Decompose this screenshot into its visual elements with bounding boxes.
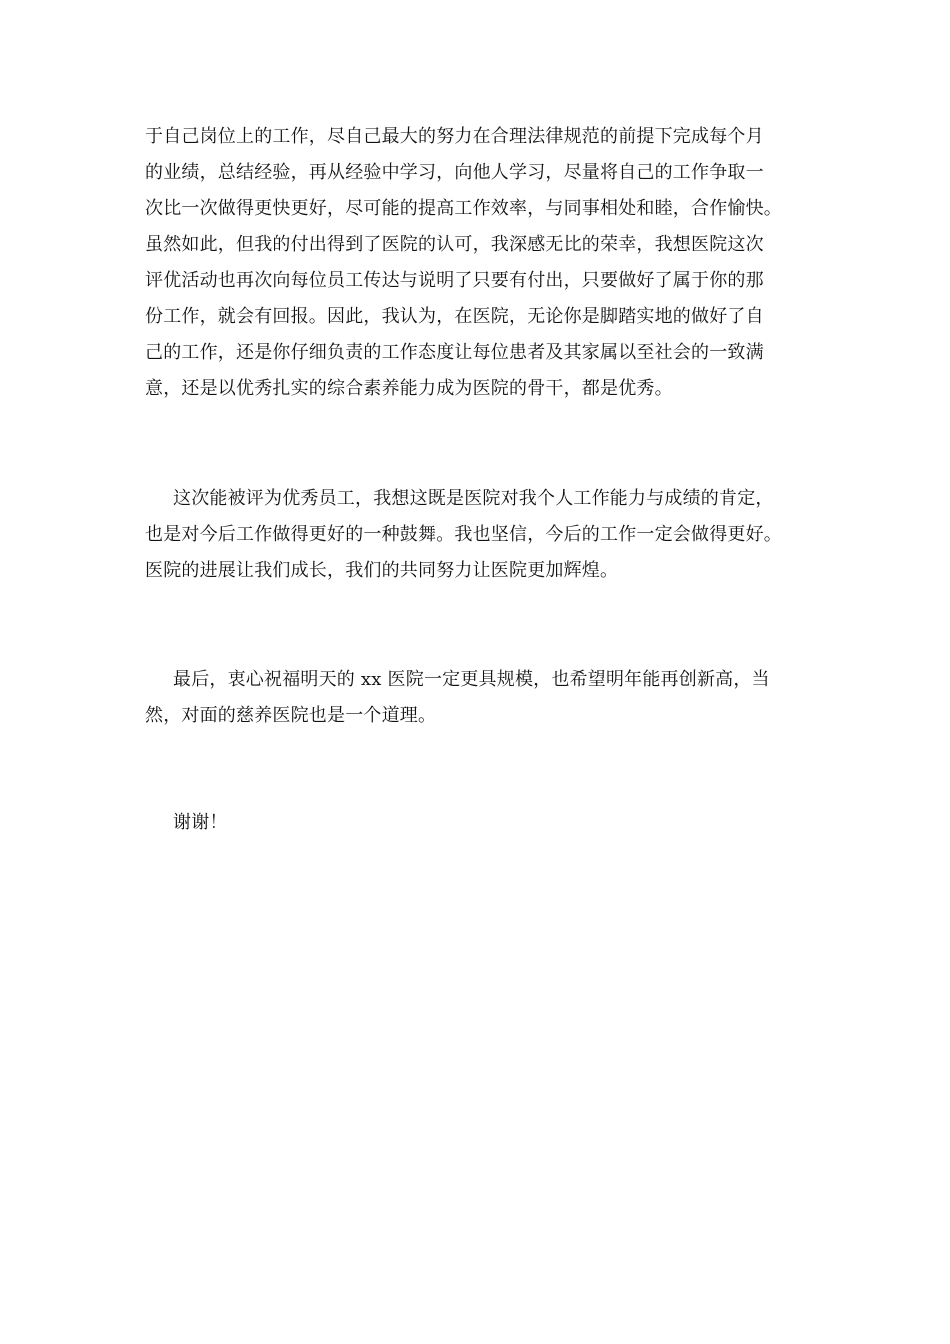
paragraph-1-line-3: 次比一次做得更快更好，尽可能的提高工作效率，与同事相处和睦，合作愉快。 xyxy=(145,198,782,219)
paragraph-3-line-2: 然，对面的慈养医院也是一个道理。 xyxy=(145,705,437,726)
paragraph-1-line-7: 己的工作，还是你仔细负责的工作态度让每位患者及其家属以至社会的一致满 xyxy=(145,342,764,363)
paragraph-1-line-8: 意，还是以优秀扎实的综合素养能力成为医院的骨干，都是优秀。 xyxy=(145,378,673,399)
closing-text: 谢谢！ xyxy=(173,812,228,833)
paragraph-2-line-2: 也是对今后工作做得更好的一种鼓舞。我也坚信，今后的工作一定会做得更好。 xyxy=(145,524,782,545)
paragraph-1-line-1: 于自己岗位上的工作，尽自己最大的努力在合理法律规范的前提下完成每个月 xyxy=(145,126,764,147)
paragraph-1-line-6: 份工作，就会有回报。因此，我认为，在医院，无论你是脚踏实地的做好了自 xyxy=(145,306,764,327)
paragraph-1-line-5: 评优活动也再次向每位员工传达与说明了只要有付出，只要做好了属于你的那 xyxy=(145,270,764,291)
paragraph-2-line-3: 医院的进展让我们成长，我们的共同努力让医院更加辉煌。 xyxy=(145,560,619,581)
paragraph-1-line-4: 虽然如此，但我的付出得到了医院的认可，我深感无比的荣幸，我想医院这次 xyxy=(145,234,764,255)
paragraph-2-line-1: 这次能被评为优秀员工，我想这既是医院对我个人工作能力与成绩的肯定， xyxy=(173,488,774,509)
paragraph-1-line-2: 的业绩，总结经验，再从经验中学习，向他人学习，尽量将自己的工作争取一 xyxy=(145,162,764,183)
paragraph-3-line-1: 最后，衷心祝福明天的 xx 医院一定更具规模，也希望明年能再创新高，当 xyxy=(173,669,770,690)
